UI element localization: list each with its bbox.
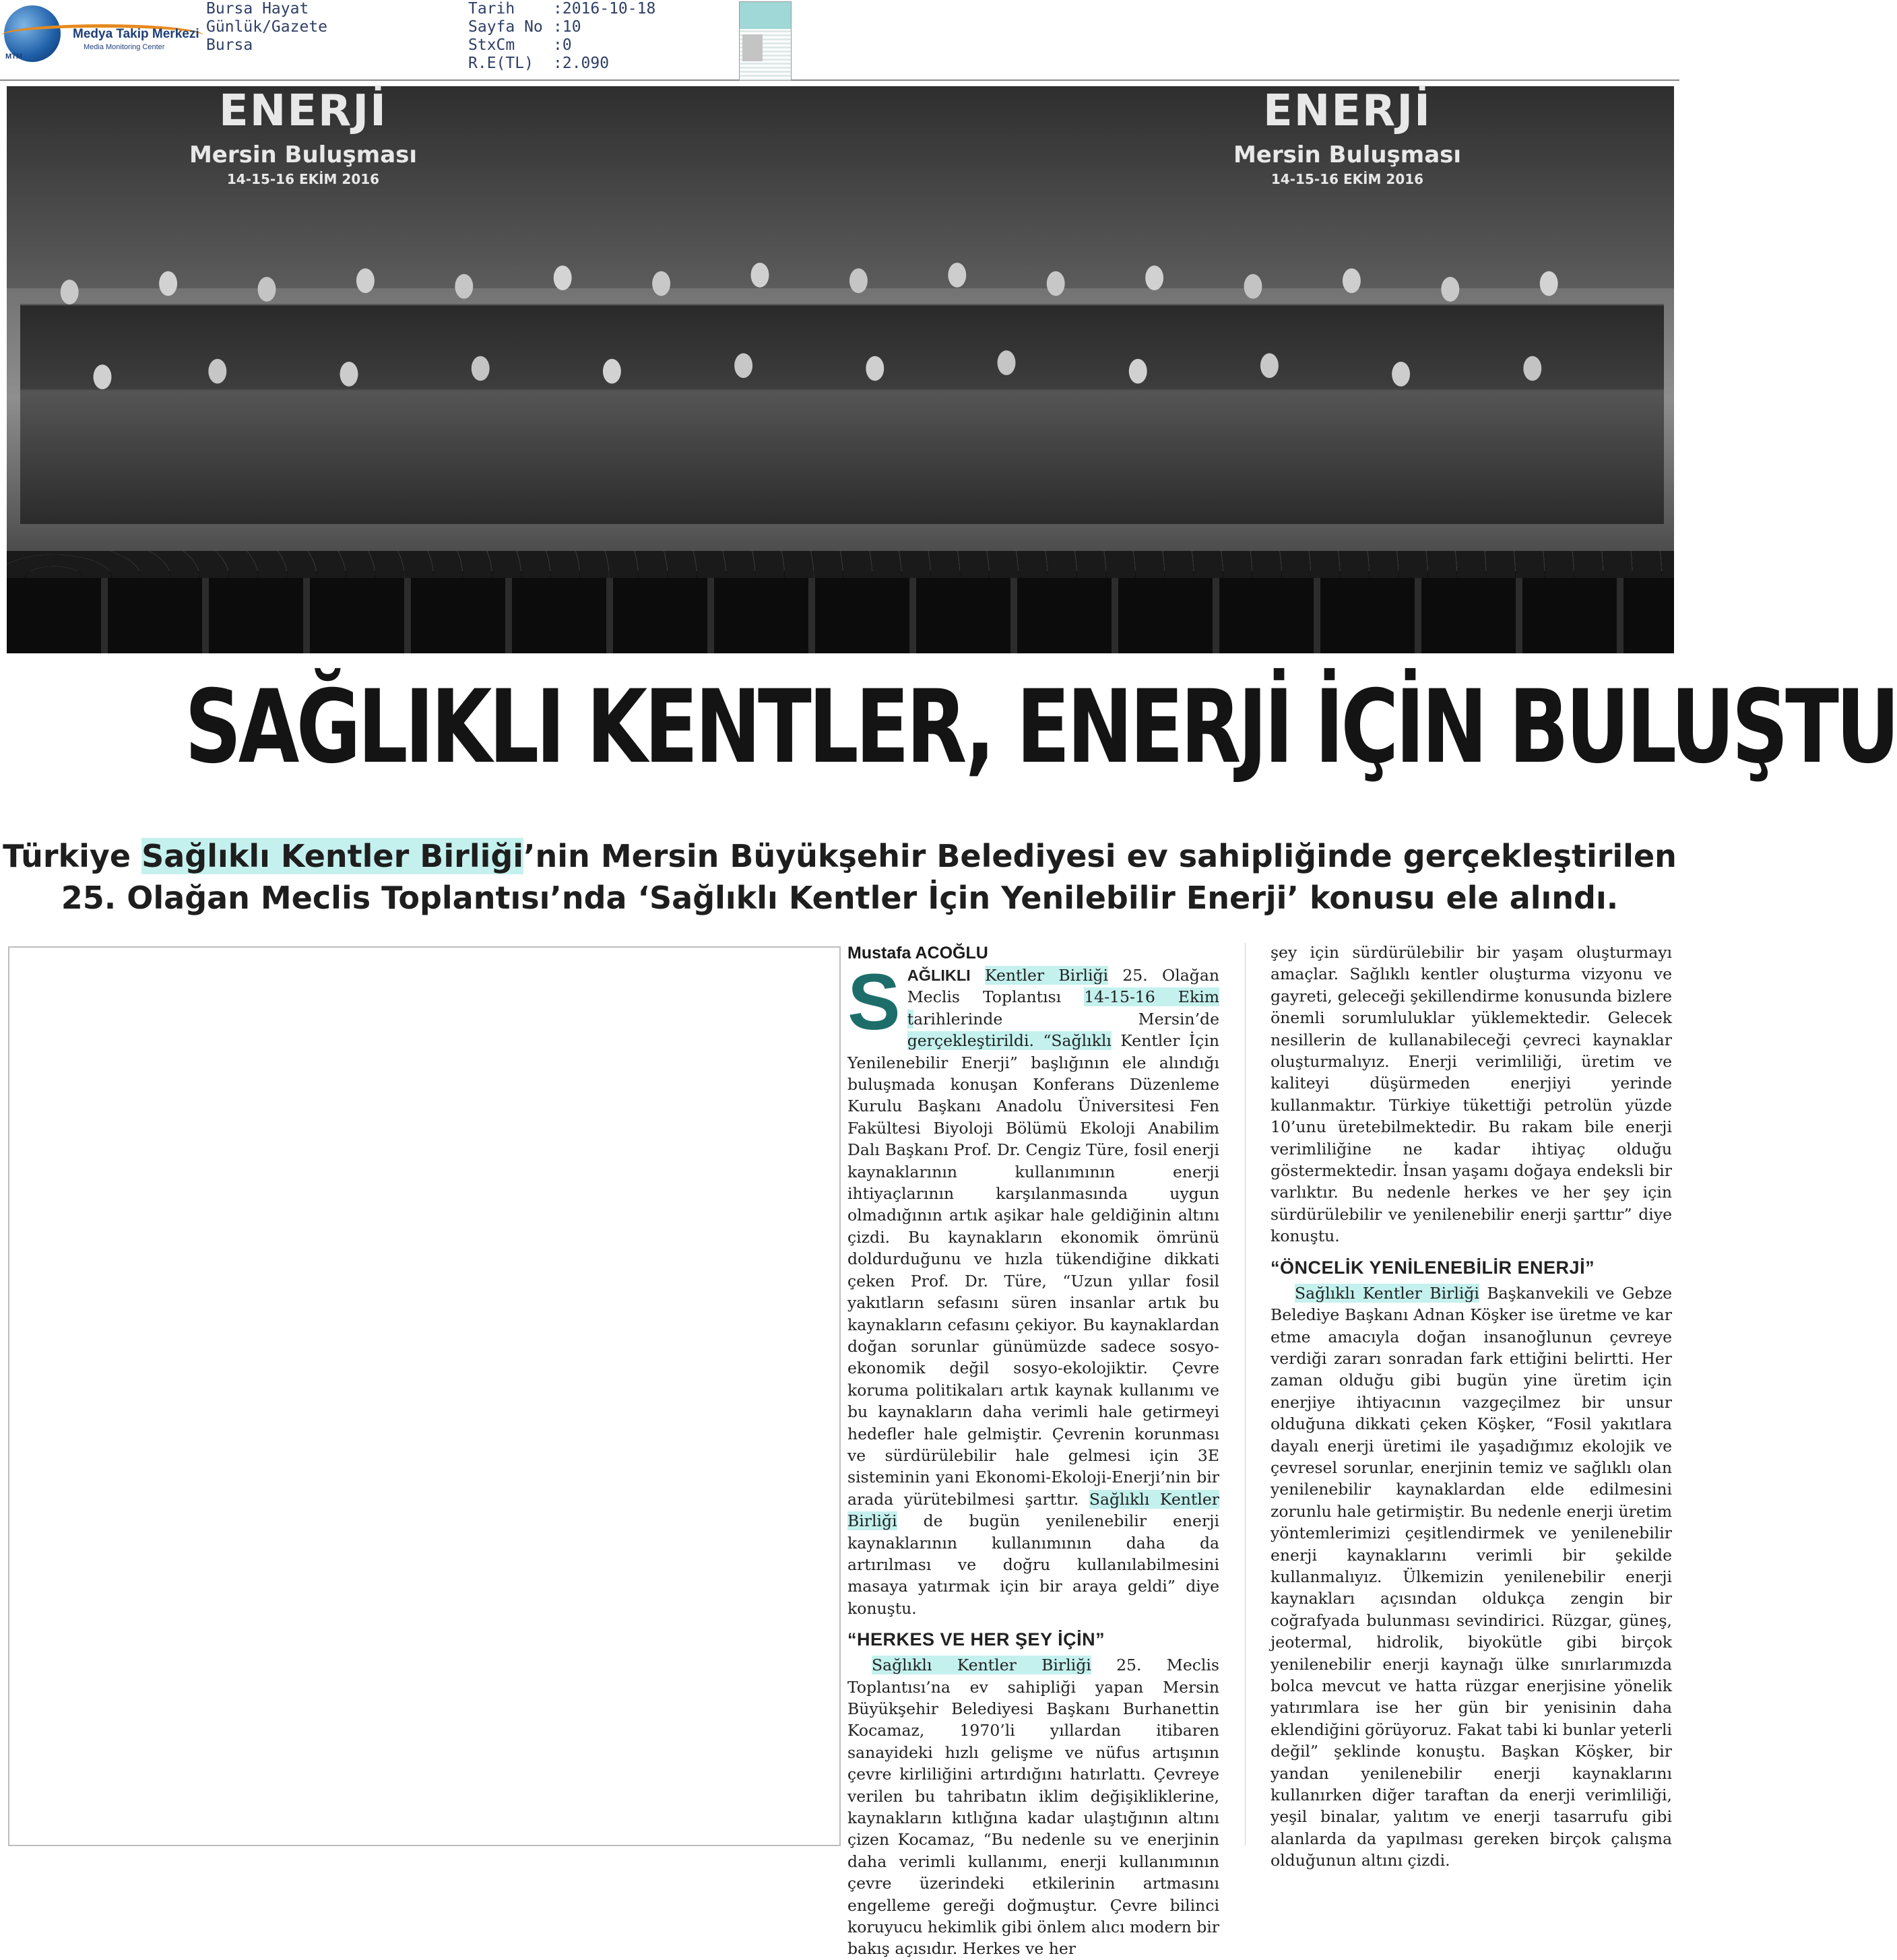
mtm-logo (4, 4, 206, 61)
article-subhead: Türkiye Sağlıklı Kentler Birliği’nin Mersin Büyükşehir Belediyesi ev sahipliğinde gerçekleştirilen 25. Olağan Meclis Toplantısı’nda ‘Sağlıklı Kentler İçin Yenilebilir Enerji’ konusu ele alındı. (3, 838, 1677, 916)
publication-city: Bursa (206, 36, 253, 54)
logo-mark: MTM (5, 53, 23, 61)
publication-name: Bursa Hayat (206, 0, 309, 18)
article-column-2 (1271, 942, 1672, 1872)
page-thumbnail[interactable] (739, 1, 792, 81)
logo-name: Medya Takip Merkezi (73, 27, 199, 41)
subtitle-herkes: “HERKES VE HER ŞEY İÇİN” (847, 1629, 1105, 1650)
publication-info (206, 0, 327, 55)
meta-row-date: Tarih :2016-10-18 (468, 0, 656, 18)
group-photo (7, 86, 1674, 653)
column-divider (1245, 943, 1246, 1845)
blank-image-area (8, 946, 841, 1846)
paragraph-1: SAĞLIKLI Kentler Birliği 25. Olağan Meclis Toplantısı 14-15-16 Ekim tarihlerinde Mersin’de gerçekleştirildi. “Sağlıklı Kentler İçin Yenilenebilir Enerji” başlığının ele alındığı buluşmada konuşan Konferans Düzenleme Kurulu Başkanı Anadolu Üniversitesi Fen Fakültesi Biyoloji Bölümü Ekoloji Anabilim Dalı Başkanı Prof. Dr. Cengiz Türe, fosil enerji kaynaklarının kullanımının enerji ihtiyaçlarının karşılanmasında uygun olmadığının artık aşikar hale geldiğinin altını çizdi. Bu kaynakların ekonomik ömrünü doldurduğunu ve hızla tükendiğine dikkati çeken Prof. Dr. Türe, “Uzun yıllar fosil yakıtların sefasını süren insanlar artık bu kaynakların cefasını çekiyor. Bu kaynaklardan doğan sorunlar günümüzde sadece sosyo-ekonomik değil sosyo-ekolojiktir. Çevre koruma politikaları artık kaynak kullanımı ve bu kaynakların daha verimli hale getirmeyi hedefler hale gelmiştir. Çevrenin korunması ve sürdürülebilir hale gelmesi için 3E sisteminin yani Ekonomi-Ekoloji-Enerji’nin bir arada yürütebilmesi şarttır. Sağlıklı Kentler Birliği de bugün yenilenebilir enerji kaynaklarının kullanımının daha da artırılması ve doğru kullanılabilmesini masaya yatırmak için bir araya geldi” diye konuştu. (847, 958, 1219, 1618)
event-banner-right: ENERJİ Mersin Buluşması 14-15-16 EKİM 2016 (1233, 86, 1462, 187)
subtitle-oncelik: “ÖNCELİK YENİLENEBİLİR ENERJİ” (1271, 1257, 1595, 1278)
paragraph-3: şey için sürdürülebilir bir yaşam oluşturmayı amaçlar. Sağlıklı kentler oluşturma vizyonu ve gayreti, geleceği şekillendirme konusunda bizlere önemli sorumluluklar yüklemektedir. Gelecek nesillerin de kullanabileceği çevreci kaynaklar oluşturmalıyız. Enerji verimliliği, üretim ve kaliteyi düşürmeden enerjiyi yerinde kullanmaktır. Türkiye tükettiği petrolün yüzde 10’unu üretebilmektedir. Bu rakam bile enerji verimliliğine ne kadar ihtiyaç olduğu göstermektedir. İnsan yaşamı doğaya endeksli bir varlıktır. Bu nedenle herkes ve her şey için sürdürülebilir ve yenilenebilir enerji şarttır” diye konuştu. (1271, 943, 1672, 1246)
meta-row-stxcm: StxCm :0 (468, 36, 572, 54)
paragraph-2: Sağlıklı Kentler Birliği 25. Meclis Toplantısı’na ev sahipliği yapan Mersin Büyükşehir Belediyesi Başkanı Burhanettin Kocamaz, 1970’li yıllardan itibaren sanayideki hızlı gelişme ve nüfus artışının çevre kirliliğini artırdığını hatırlattı. Çevreye verilen bu tahribatın iklim değişikliklerine, kaynakların kıtlığına kadar ulaştığının altını çizen Kocamaz, “Bu nedenle su ve enerjinin daha verimli kullanımı, enerji kullanımının çevre üzerindeki etkilerinin artmasını engelleme gereği doğmuştur. Çevre bilinci koruyucu hekimlik gibi önlem alıcı modern bir bakış açısıdır. Herkes ve her (847, 1656, 1220, 1959)
clipping-meta (468, 0, 655, 73)
paragraph-4: Sağlıklı Kentler Birliği Başkanvekili ve Gebze Belediye Başkanı Adnan Köşker ise üretme ve kar etme amacıyla doğan insanoğlunun çevreye verdiği zararı sonradan fark ettiğini belirtti. Her zaman olduğu gibi bugün yine üretim için enerjiye ihtiyacının vazgeçilmez bir unsur olduğuna dikkati çeken Köşker, “Fosil yakıtlara dayalı enerji üretimi ile yaşadığımız ekolojik ve çevresel sorunlar, enerjinin temiz ve sağlıklı olan yenilenebilir kaynaklardan elde edilmesini zorunlu hale getirmiştir. Bu nedenle enerji üretim yöntemlerimizi çeşitlendirmek ve yenilenebilir enerji kaynaklarını verimli bir şekilde kullanmalıyız. Ülkemizin yenilenebilir enerji kaynakları açısından oldukça zengin bir coğrafyada bulunması sevindirici. Rüzgar, güneş, jeotermal, hidrolik, biyokütle gibi birçok yenilenebilir enerji kaynağı ülke sınırlarımızda bolca mevcut ve hatta rüzgar enerjisine yönelik yatırımlara ise her gün bir yenisinin daha eklendiğini görüyoruz. Fakat tabi ki bunlar yeterli değil” şeklinde konuştu. Başkan Köşker, bir yandan yenilenebilir enerji kaynaklarını kullanırken diğer taraftan da enerji verimliliği, yeşil binalar, yalıtım ve enerji tasarrufu gibi alanlarda da yapılması gereken birçok çalışma olduğunun altını çizdi. (1271, 1283, 1672, 1870)
meta-row-page: Sayfa No :10 (468, 18, 581, 36)
publication-type: Günlük/Gazete (206, 18, 328, 36)
event-banner-left: ENERJİ Mersin Buluşması 14-15-16 EKİM 2016 (189, 86, 418, 187)
article-headline: SAĞLIKLI KENTLER, ENERJİ İÇİN BULUŞTU (185, 669, 1897, 786)
meta-row-ad-value: R.E(TL) :2.090 (468, 55, 610, 72)
auditorium-seats (7, 571, 1674, 653)
byline: Mustafa ACOĞLU (847, 944, 988, 962)
clipping-header (0, 0, 1679, 81)
attendees-group (20, 241, 1664, 524)
article-column-1 (847, 942, 1219, 1960)
drop-cap: S (847, 958, 901, 1047)
logo-subtitle: Media Monitoring Center (84, 43, 165, 51)
